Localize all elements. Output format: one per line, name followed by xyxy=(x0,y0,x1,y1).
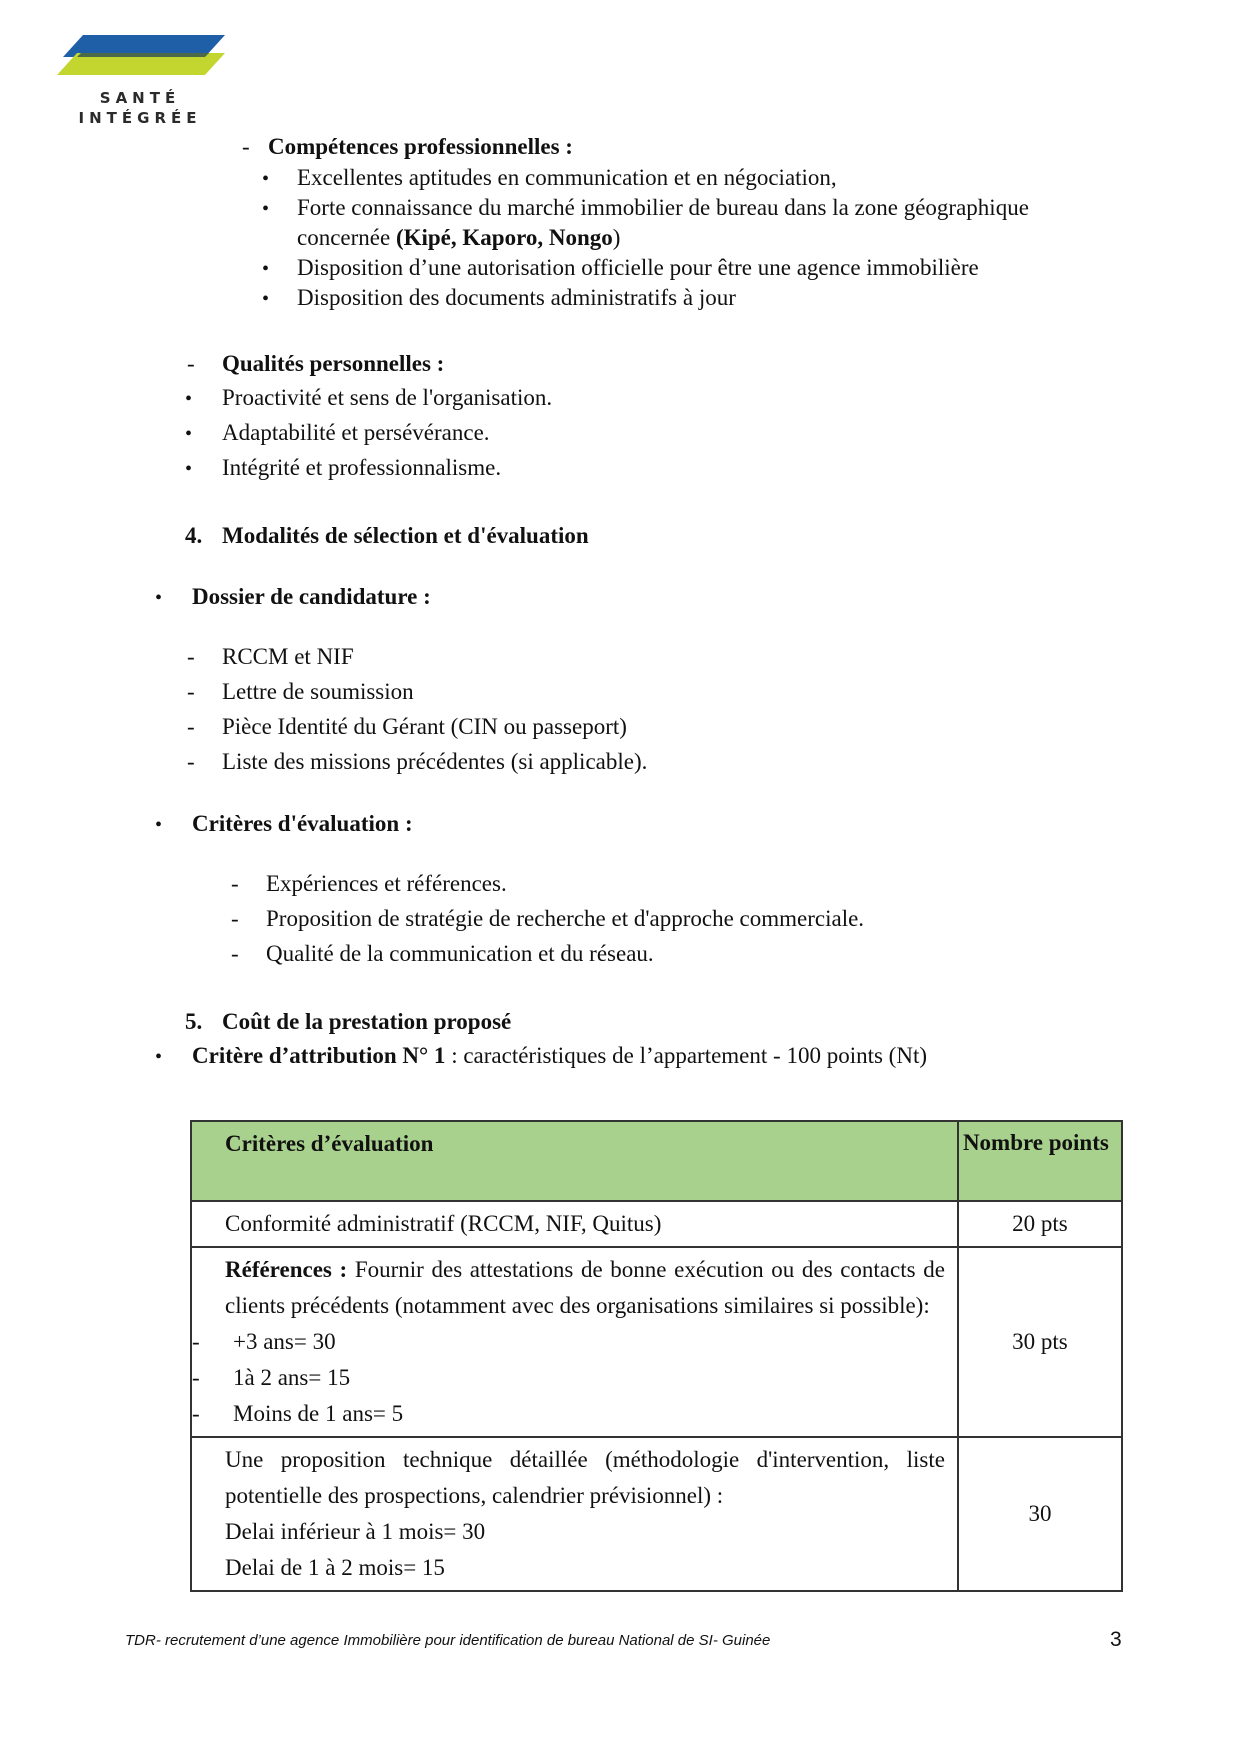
bullet-marker: • xyxy=(262,168,270,190)
table-row xyxy=(191,1201,1122,1247)
points-cell: 30 pts xyxy=(958,1247,1122,1437)
dossier-item: Liste des missions précédentes (si applicable). xyxy=(222,749,648,774)
dash-marker: - xyxy=(231,906,239,931)
continuation-text: concernée xyxy=(297,225,396,250)
bullet-marker: • xyxy=(262,258,270,280)
dossier-item: Lettre de soumission xyxy=(222,679,414,704)
qualite-item: Intégrité et professionnalisme. xyxy=(222,455,502,480)
dash-marker: - xyxy=(187,644,195,669)
competence-item: Disposition d’une autorisation officielle pour être une agence immobilière xyxy=(297,255,979,280)
critere-item: Proposition de stratégie de recherche et d'approche commerciale. xyxy=(266,906,865,931)
attribution-label: Critère d’attribution N° 1 xyxy=(192,1043,446,1068)
logo-stripes-icon xyxy=(55,35,225,87)
qualite-item: Proactivité et sens de l'organisation. xyxy=(222,385,553,410)
sub-item-text: +3 ans= 30 xyxy=(233,1329,336,1354)
criteres-heading: Critères d'évaluation : xyxy=(192,811,413,836)
dash-marker: - xyxy=(231,941,239,966)
evaluation-table xyxy=(190,1120,1123,1592)
section-4-title: Modalités de sélection et d'évaluation xyxy=(222,523,589,548)
dash-marker: - xyxy=(187,714,195,739)
competence-item: Disposition des documents administratifs à jour xyxy=(297,285,736,310)
section-4-number: 4. xyxy=(185,523,203,548)
dash-marker: - xyxy=(187,679,195,704)
references-label: Références : xyxy=(225,1257,348,1282)
criteria-cell: Conformité administratif (RCCM, NIF, Quitus) xyxy=(191,1201,958,1247)
competence-item: Forte connaissance du marché immobilier de bureau dans la zone géographique xyxy=(297,195,1029,220)
attribution-line xyxy=(192,1041,927,1071)
section-5-number: 5. xyxy=(185,1009,203,1034)
page-number: 3 xyxy=(1110,1628,1122,1651)
bullet-marker: • xyxy=(155,587,163,609)
bullet-marker: • xyxy=(262,198,270,220)
table-row xyxy=(191,1437,1122,1591)
header-criteria: Critères d’évaluation xyxy=(191,1121,958,1201)
page-footer: TDR- recrutement d’une agence Immobilière pour identification de bureau National de SI- Guinée xyxy=(125,1632,771,1649)
delay-line: Delai de 1 à 2 mois= 15 xyxy=(225,1555,445,1580)
dash-marker: - xyxy=(192,1365,200,1390)
dash-marker: - xyxy=(192,1329,200,1354)
criteria-cell xyxy=(191,1437,958,1591)
criteria-cell xyxy=(191,1247,958,1437)
bullet-marker: • xyxy=(155,1046,163,1068)
dossier-item: RCCM et NIF xyxy=(222,644,354,669)
locations-bold: (Kipé, Kaporo, Nongo xyxy=(395,225,613,250)
references-text: Fournir des attestations de bonne exécution ou des contacts de clients précédents (notamment avec des organisations similaires si possible): xyxy=(225,1257,945,1318)
dash-marker: - xyxy=(231,871,239,896)
dash-marker: - xyxy=(242,134,250,159)
dash-marker: - xyxy=(187,351,195,376)
bullet-marker: • xyxy=(185,423,193,445)
critere-item: Expériences et références. xyxy=(266,871,507,896)
points-cell: 30 xyxy=(958,1437,1122,1591)
header-points: Nombre points xyxy=(958,1121,1122,1201)
sub-item-text: 1à 2 ans= 15 xyxy=(233,1365,351,1390)
table-row xyxy=(191,1247,1122,1437)
qualite-item: Adaptabilité et persévérance. xyxy=(222,420,490,445)
competence-item-continuation xyxy=(297,223,620,253)
section-5-title: Coût de la prestation proposé xyxy=(222,1009,512,1034)
dash-marker: - xyxy=(192,1401,200,1426)
sub-item xyxy=(192,1360,945,1396)
competences-heading: Compétences professionnelles : xyxy=(268,134,573,159)
continuation-suffix: ) xyxy=(612,225,621,250)
logo-line-1: SANTÉ xyxy=(99,89,181,107)
bullet-marker: • xyxy=(185,388,193,410)
bullet-marker: • xyxy=(185,458,193,480)
points-cell: 20 pts xyxy=(958,1201,1122,1247)
competence-item: Excellentes aptitudes en communication et en négociation, xyxy=(297,165,837,190)
critere-item: Qualité de la communication et du réseau. xyxy=(266,941,654,966)
dash-marker: - xyxy=(187,749,195,774)
table-header-row xyxy=(191,1121,1122,1201)
sub-item-text: Moins de 1 ans= 5 xyxy=(233,1401,404,1426)
bullet-marker: • xyxy=(155,814,163,836)
sub-item xyxy=(192,1324,945,1360)
bullet-marker: • xyxy=(262,288,270,310)
logo-line-2: INTÉGRÉE xyxy=(78,109,202,127)
sante-integree-logo xyxy=(55,35,225,130)
proposition-paragraph: Une proposition technique détaillée (méthodologie d'intervention, liste potentielle des prospections, calendrier prévisionnel) : xyxy=(225,1447,945,1508)
references-paragraph xyxy=(225,1252,945,1324)
dossier-item: Pièce Identité du Gérant (CIN ou passeport) xyxy=(222,714,627,739)
sub-item xyxy=(192,1396,945,1432)
attribution-description: : caractéristiques de l’appartement - 100 points (Nt) xyxy=(445,1043,927,1068)
qualites-heading: Qualités personnelles : xyxy=(222,351,445,376)
delay-line: Delai inférieur à 1 mois= 30 xyxy=(225,1519,486,1544)
dossier-heading: Dossier de candidature : xyxy=(192,584,431,609)
